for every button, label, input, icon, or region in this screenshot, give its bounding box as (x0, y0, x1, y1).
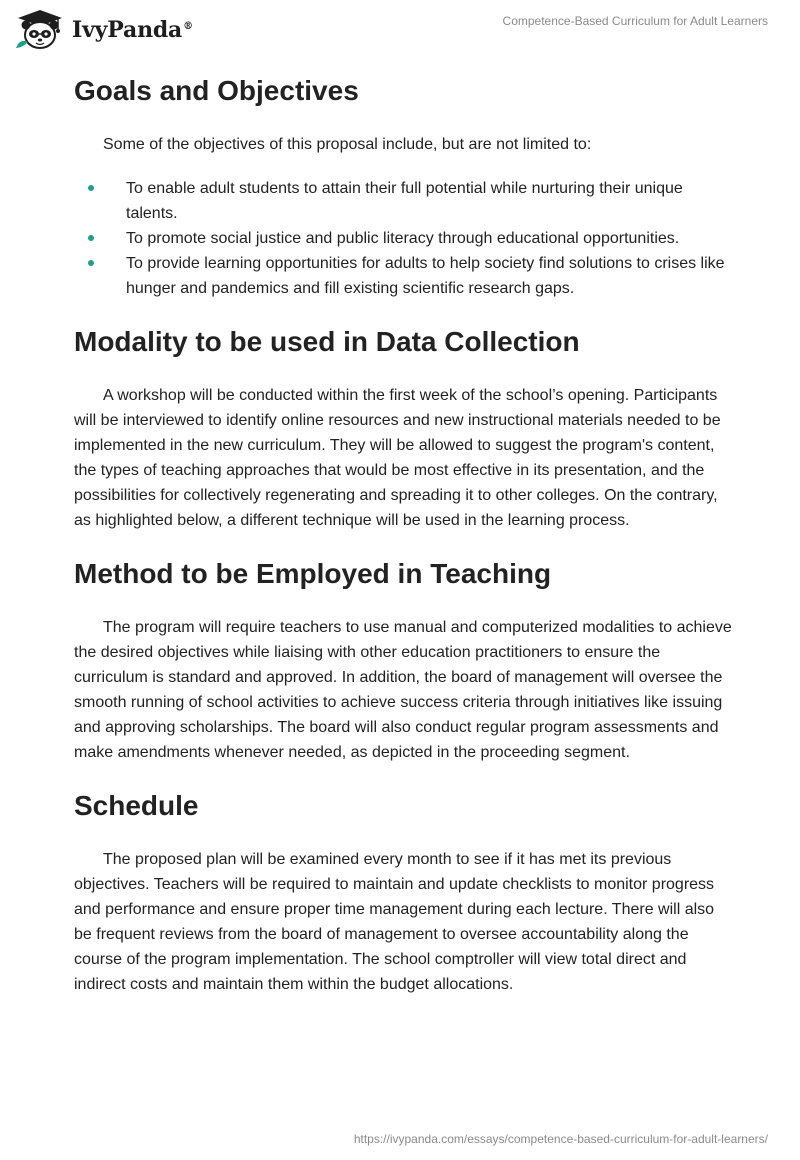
list-item: To enable adult students to attain their full potential while nurturing their unique talents. (74, 176, 734, 226)
section-schedule (74, 787, 734, 997)
section-goals (74, 72, 734, 301)
objectives-list (74, 176, 734, 301)
section-heading-method: Method to be Employed in Teaching (74, 558, 552, 589)
page-header (0, 0, 800, 60)
list-item: To provide learning opportunities for adults to help society find solutions to crises like hunger and pandemics and fill existing scientific research gaps. (74, 251, 734, 301)
goals-intro: Some of the objectives of this proposal include, but are not limited to: (103, 136, 592, 153)
section-heading-goals: Goals and Objectives (74, 75, 359, 106)
document-title: Competence-Based Curriculum for Adult Learners (502, 14, 768, 28)
section-method (74, 555, 734, 765)
bullet-icon (88, 235, 94, 241)
section-modality (74, 323, 734, 533)
source-url-link[interactable]: https://ivypanda.com/essays/competence-based-curriculum-for-adult-learners/ (353, 1132, 768, 1146)
panda-graduate-icon (14, 8, 66, 52)
bullet-icon (88, 185, 94, 191)
ivypanda-logo[interactable] (14, 8, 193, 52)
method-body: The program will require teachers to use manual and computerized modalities to achieve the desired objectives while liaising with other education practitioners to ensure the curriculum is standard and approved. In addition, the board of management will oversee the smooth running of school activities to achieve success criteria through initiatives like issuing and approving scholarships. The board will also conduct regular program assessments and make amendments whenever needed, as depicted in the proceeding segment. (74, 619, 732, 761)
schedule-body: The proposed plan will be examined every month to see if it has met its previous objectives. Teachers will be required to maintain and update checklists to monitor progress and performance and ensure proper time management during each lecture. There will also be frequent reviews from the board of management to oversee accountability along the course of the program implementation. The school comptroller will view total direct and indirect costs and maintain them within the budget allocations. (74, 851, 715, 993)
list-item: To promote social justice and public literacy through educational opportunities. (74, 226, 734, 251)
modality-body: A workshop will be conducted within the first week of the school’s opening. Participants will be interviewed to identify online resources and new instructional materials needed to be implemented in the new curriculum. They will be allowed to suggest the program's content, the types of teaching approaches that would be most effective in its presentation, and the possibilities for collectively regenerating and spreading it to other colleges. On the contrary, as highlighted below, a different technique will be used in the learning process. (74, 387, 721, 529)
section-heading-modality: Modality to be used in Data Collection (74, 326, 580, 357)
section-heading-schedule: Schedule (74, 790, 199, 821)
logo-wordmark: IvyPanda® (72, 17, 193, 43)
essay-content (74, 72, 734, 1019)
bullet-icon (88, 260, 94, 266)
